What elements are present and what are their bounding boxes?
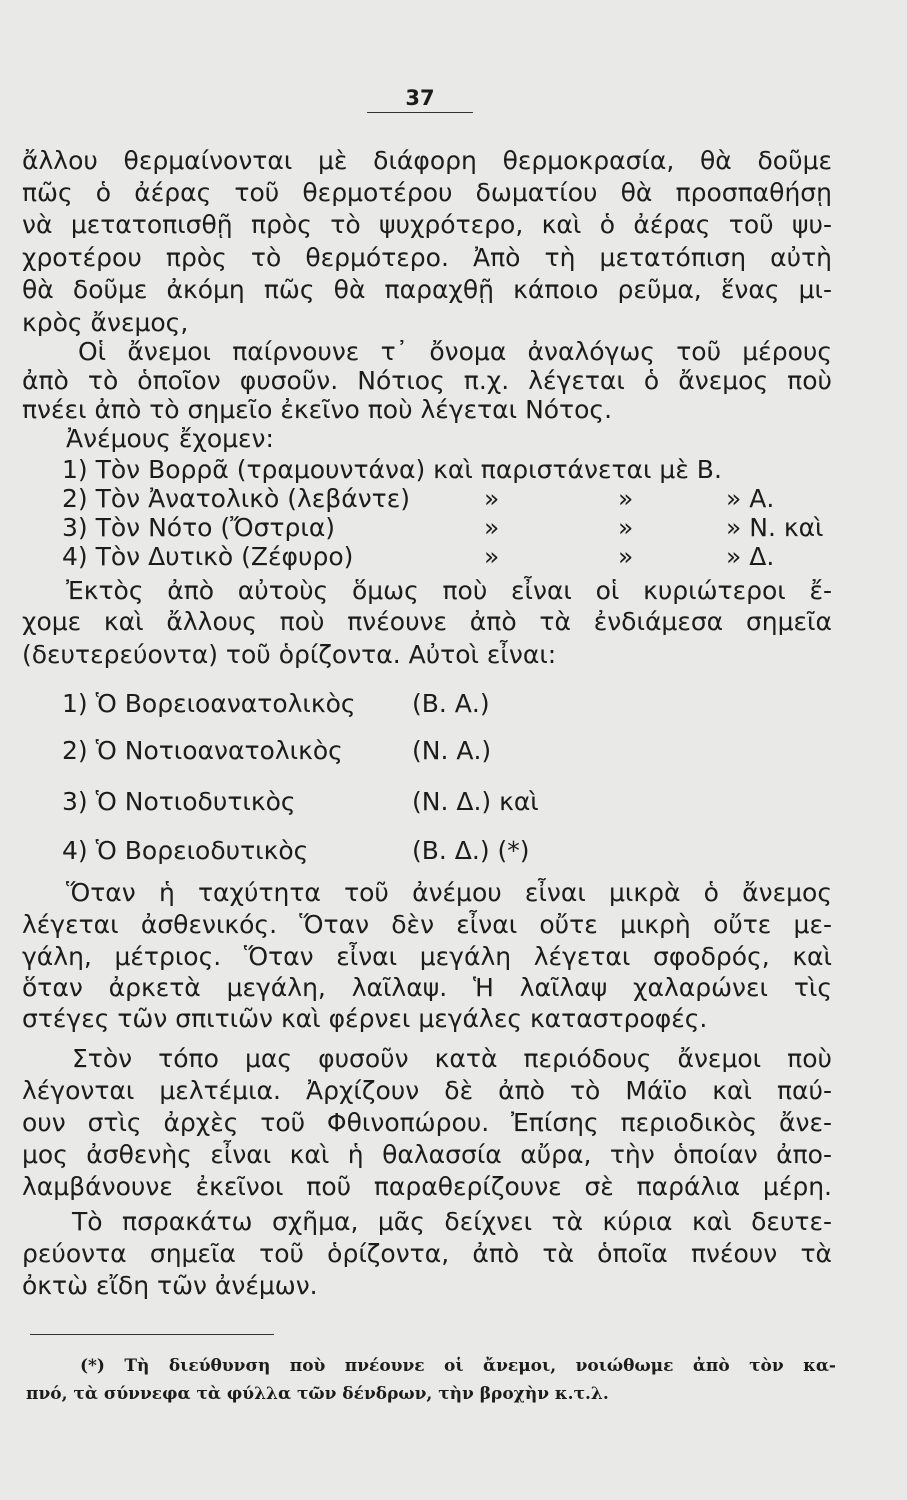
text-line: στέγες τῶν σπιτιῶν καὶ φέρνει μεγάλες καταστροφές. — [22, 1004, 708, 1033]
secondary-wind-abbr: (Ν. Α.) — [412, 736, 492, 765]
wind-symbol: » Α. — [726, 484, 775, 513]
text-line: ρεύοντα σημεῖα τοῦ ὁρίζοντα, ἀπὸ τὰ ὁποῖα πνέουν τὰ — [22, 1239, 832, 1268]
text-line: λαμβάνουνε ἐκεῖνοι ποῦ παραθερίζουνε σὲ παράλια μέρη. — [22, 1172, 832, 1201]
text-line: κρὸς ἄνεμος, — [22, 308, 189, 337]
secondary-wind-abbr: (Β. Α.) — [412, 689, 490, 718]
ditto-mark: » — [618, 484, 634, 513]
wind-symbol: » Δ. — [726, 542, 775, 571]
text-line: ἀπὸ τὸ ὁποῖον φυσοῦν. Νότιος π.χ. λέγεται ὁ ἄνεμος ποὺ — [22, 366, 832, 395]
ditto-mark: » — [484, 513, 500, 542]
text-line: (δευτερεύοντα) τοῦ ὁρίζοντα. Αὐτοὶ εἶναι: — [22, 640, 557, 669]
ditto-mark: » — [618, 513, 634, 542]
wind-item: 2) Τὸν Ἀνατολικὸ (λεβάντε) — [62, 484, 410, 513]
secondary-wind-abbr: (Ν. Δ.) καὶ — [412, 787, 539, 816]
text-line: πῶς ὁ ἀέρας τοῦ θερμοτέρου δωματίου θὰ προσπαθήσῃ — [22, 178, 832, 207]
page-number: 37 — [367, 86, 473, 113]
text-line: Στὸν τόπο μας φυσοῦν κατὰ περιόδους ἄνεμοι ποὺ — [72, 1044, 832, 1073]
footnote-line: πνό, τὰ σύννεφα τὰ φύλλα τῶν δένδρων, τὴν βροχὴν κ.τ.λ. — [26, 1384, 609, 1404]
text-line: Οἱ ἄνεμοι παίρνουνε τ᾽ ὄνομα ἀναλόγως τοῦ μέρους — [78, 337, 832, 366]
text-line: λέγονται μελτέμια. Ἀρχίζουν δὲ ἀπὸ τὸ Μάϊο καὶ παύ- — [22, 1076, 832, 1105]
winds-intro: Ἀνέμους ἔχομεν: — [66, 424, 274, 453]
wind-item: 1) Τὸν Βορρᾶ (τραμουντάνα) καὶ παριστάνεται μὲ Β. — [62, 455, 722, 484]
text-line: Ἐκτὸς ἀπὸ αὐτοὺς ὅμως ποὺ εἶναι οἱ κυριώτεροι ἔ- — [66, 576, 832, 605]
text-line: θὰ δοῦμε ἀκόμη πῶς θὰ παραχθῇ κάποιο ρεῦμα, ἕνας μι- — [22, 275, 832, 304]
text-line: χομε καὶ ἄλλους ποὺ πνέουνε ἀπὸ τὰ ἐνδιάμεσα σημεῖα — [22, 607, 832, 636]
wind-item: 3) Τὸν Νότο (Ὄστρια) — [62, 513, 336, 542]
footnote-divider — [30, 1334, 274, 1335]
text-line: μος ἀσθενὴς εἶναι καὶ ἡ θαλασσία αὔρα, τὴν ὁποίαν ἀπο- — [22, 1140, 832, 1169]
text-line: πνέει ἀπὸ τὸ σημεῖο ἐκεῖνο ποὺ λέγεται Νότος. — [22, 395, 613, 424]
secondary-wind-item: 1) Ὁ Βορειοανατολικὸς — [62, 689, 356, 718]
secondary-wind-abbr: (Β. Δ.) (*) — [412, 836, 530, 865]
text-line: Τὸ πσρακάτω σχῆμα, μᾶς δείχνει τὰ κύρια καὶ δευτε- — [72, 1207, 832, 1236]
text-line: Ὅταν ἡ ταχύτητα τοῦ ἀνέμου εἶναι μικρὰ ὁ ἄνεμος — [66, 878, 832, 907]
text-line: χροτέρου πρὸς τὸ θερμότερο. Ἀπὸ τὴ μετατόπιση αὐτὴ — [22, 243, 832, 272]
text-line: νὰ μετατοπισθῇ πρὸς τὸ ψυχρότερο, καὶ ὁ ἀέρας τοῦ ψυ- — [22, 210, 832, 239]
ditto-mark: » — [484, 542, 500, 571]
secondary-wind-item: 3) Ὁ Νοτιοδυτικὸς — [62, 787, 296, 816]
secondary-wind-item: 2) Ὁ Νοτιοανατολικὸς — [62, 736, 343, 765]
wind-symbol: » Ν. καὶ — [726, 513, 824, 542]
text-line: λέγεται ἀσθενικός. Ὅταν δὲν εἶναι οὔτε μικρὴ οὔτε με- — [22, 910, 832, 939]
ditto-mark: » — [618, 542, 634, 571]
text-line: ουν στὶς ἀρχὲς τοῦ Φθινοπώρου. Ἐπίσης περιοδικὸς ἄνε- — [22, 1108, 832, 1137]
text-line: ἄλλου θερμαίνονται μὲ διάφορη θερμοκρασία, θὰ δοῦμε — [22, 146, 832, 175]
text-line: γάλη, μέτριος. Ὅταν εἶναι μεγάλη λέγεται σφοδρός, καὶ — [22, 942, 832, 971]
ditto-mark: » — [484, 484, 500, 513]
footnote-line: (*) Τὴ διεύθυνση ποὺ πνέουνε οἱ ἄνεμοι, νοιώθωμε ἀπὸ τὸν κα- — [80, 1356, 836, 1376]
text-line: ὅταν ἀρκετὰ μεγάλη, λαῖλαψ. Ἡ λαῖλαψ χαλαρώνει τὶς — [22, 973, 832, 1002]
wind-item: 4) Τὸν Δυτικὸ (Ζέφυρο) — [62, 542, 354, 571]
text-line: ὀκτὼ εἴδη τῶν ἀνέμων. — [22, 1271, 318, 1300]
secondary-wind-item: 4) Ὁ Βορειοδυτικὸς — [62, 836, 309, 865]
